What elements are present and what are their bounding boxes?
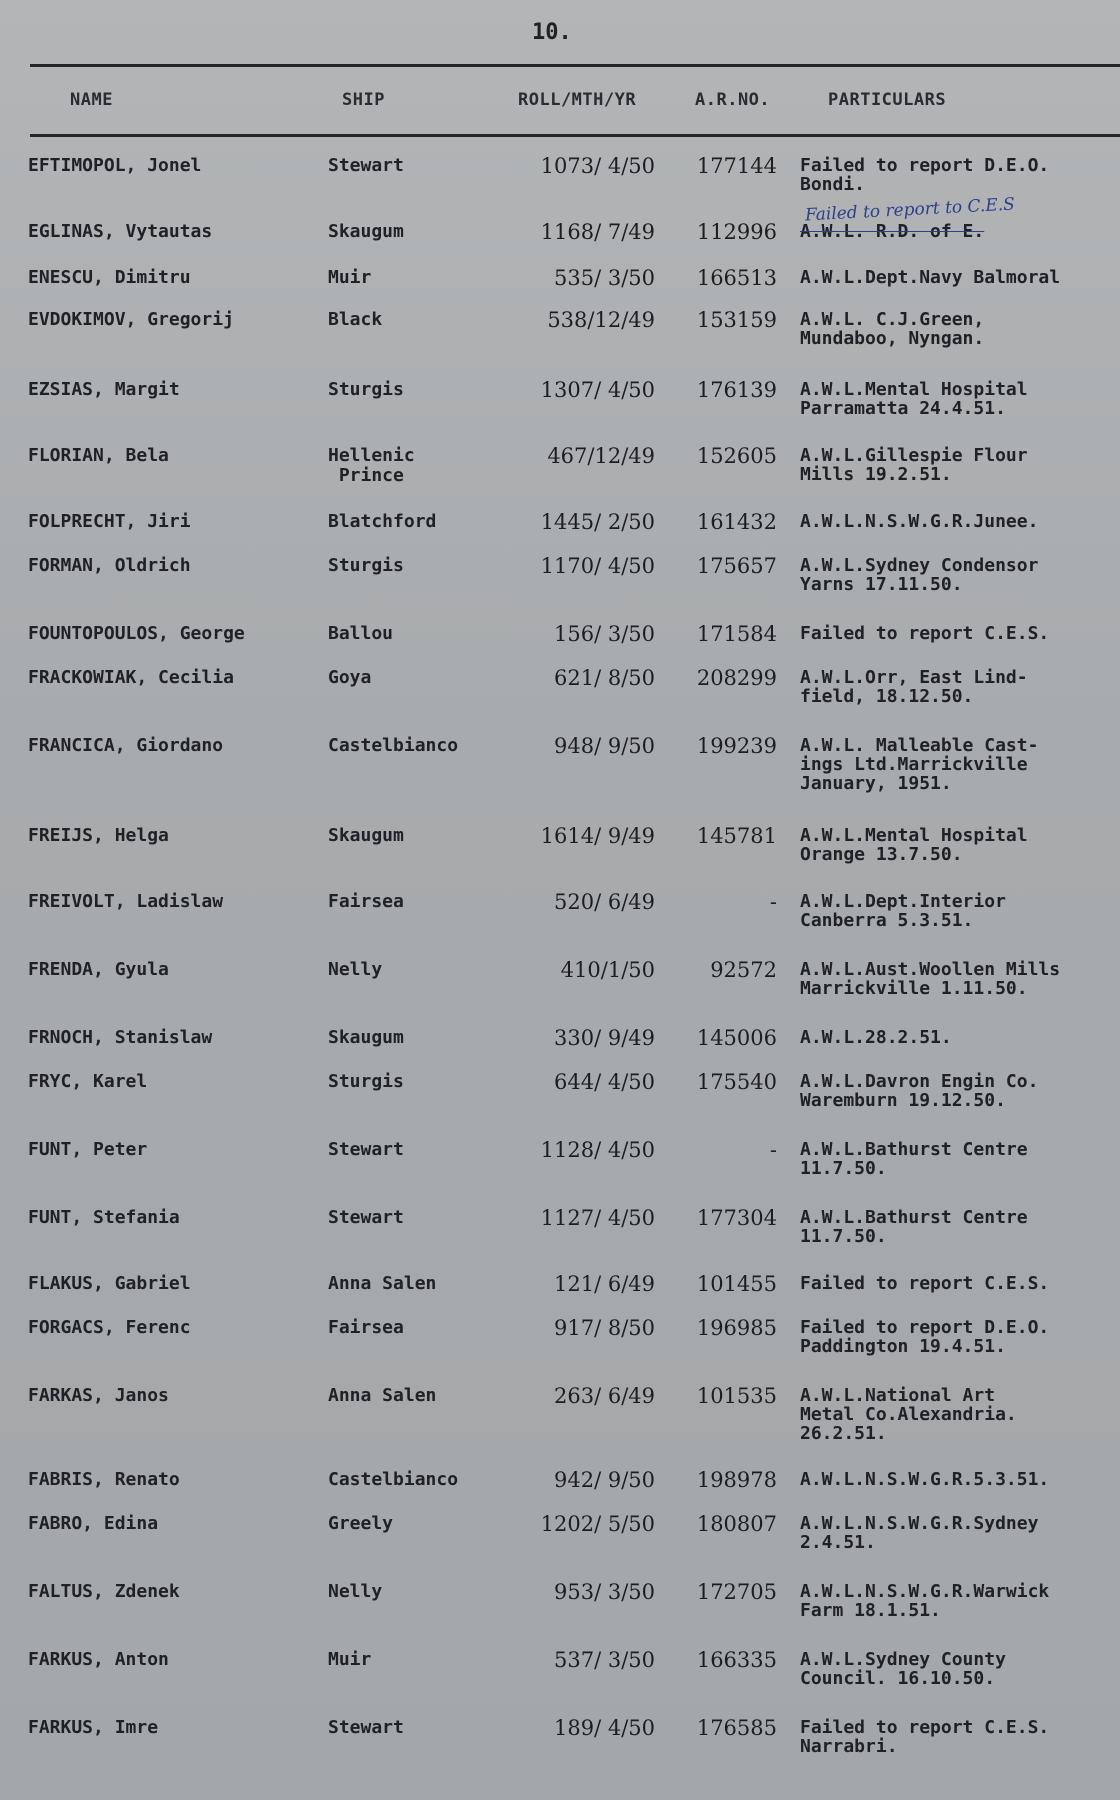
record-roll: 1445/ 2/50 — [540, 510, 655, 534]
record-name: FOUNTOPOULOS, George — [28, 623, 245, 644]
record-particulars: Failed to report C.E.S. Narrabri. — [800, 1717, 1050, 1757]
record-ar-no: 166335 — [696, 1648, 777, 1672]
record-ar-no: 161432 — [696, 510, 777, 534]
record-ship: Greely — [328, 1513, 394, 1534]
record-particulars: A.W.L.Sydney County Council. 16.10.50. — [800, 1649, 1006, 1689]
record-particulars: A.W.L.Davron Engin Co. Waremburn 19.12.50. — [800, 1071, 1039, 1111]
record-roll: 121/ 6/49 — [554, 1272, 655, 1296]
record-name: FRENDA, Gyula — [28, 959, 169, 980]
record-ar-no: 175657 — [696, 554, 777, 578]
record-ar-no: 92572 — [710, 958, 777, 982]
record-ship: Black — [328, 309, 383, 330]
record-roll: 467/12/49 — [547, 444, 655, 468]
record-ar-no: 172705 — [696, 1580, 777, 1604]
record-ship: Nelly — [328, 959, 383, 980]
record-roll: 537/ 3/50 — [554, 1648, 655, 1672]
record-name: EZSIAS, Margit — [28, 379, 180, 400]
record-roll: 535/ 3/50 — [554, 266, 655, 290]
record-name: EVDOKIMOV, Gregorij — [28, 309, 234, 330]
record-particulars: A.W.L. R.D. of E. — [800, 221, 985, 242]
record-particulars: A.W.L.Dept.Interior Canberra 5.3.51. — [800, 891, 1006, 931]
record-name: FABRO, Edina — [28, 1513, 159, 1534]
record-particulars: A.W.L.Mental Hospital Orange 13.7.50. — [800, 825, 1028, 865]
record-roll: 263/ 6/49 — [554, 1384, 655, 1408]
record-ship: Fairsea — [328, 1317, 404, 1338]
record-particulars: A.W.L.National Art Metal Co.Alexandria. 26.2.51. — [800, 1385, 1017, 1444]
record-name: FRACKOWIAK, Cecilia — [28, 667, 234, 688]
record-particulars: A.W.L. C.J.Green, Mundaboo, Nyngan. — [800, 309, 985, 349]
record-ship: Anna Salen — [328, 1273, 437, 1294]
record-particulars: A.W.L.Aust.Woollen Mills Marrickville 1.11.50. — [800, 959, 1061, 999]
record-particulars: A.W.L.N.S.W.G.R.Sydney 2.4.51. — [800, 1513, 1039, 1553]
record-roll: 953/ 3/50 — [554, 1580, 655, 1604]
record-particulars: A.W.L.Orr, East Lind- field, 18.12.50. — [800, 667, 1028, 707]
record-ship: Stewart — [328, 1139, 404, 1160]
record-ar-no: 166513 — [696, 266, 777, 290]
record-ship: Ballou — [328, 623, 394, 644]
record-name: FABRIS, Renato — [28, 1469, 180, 1490]
record-ship: Blatchford — [328, 511, 437, 532]
record-particulars: A.W.L.Mental Hospital Parramatta 24.4.51. — [800, 379, 1028, 419]
record-name: FREIJS, Helga — [28, 825, 169, 846]
record-particulars: A.W.L.Bathurst Centre 11.7.50. — [800, 1139, 1028, 1179]
record-ar-no: 208299 — [696, 666, 777, 690]
record-ship: Castelbianco — [328, 735, 459, 756]
record-ar-no: - — [769, 1138, 777, 1162]
record-roll: 1128/ 4/50 — [540, 1138, 655, 1162]
record-name: FALTUS, Zdenek — [28, 1581, 180, 1602]
record-name: EFTIMOPOL, Jonel — [28, 155, 202, 176]
record-ship: Skaugum — [328, 221, 404, 242]
record-ship: Skaugum — [328, 1027, 404, 1048]
record-ar-no: 145006 — [696, 1026, 777, 1050]
record-ship: Hellenic Prince — [328, 445, 415, 486]
record-particulars: A.W.L. Malleable Cast- ings Ltd.Marrickville January, 1951. — [800, 735, 1039, 794]
record-ar-no: 199239 — [696, 734, 777, 758]
record-particulars: A.W.L.Dept.Navy Balmoral — [800, 267, 1061, 288]
record-roll: 410/1/50 — [560, 958, 655, 982]
record-particulars: A.W.L.N.S.W.G.R.5.3.51. — [800, 1469, 1050, 1490]
record-ar-no: 198978 — [696, 1468, 777, 1492]
record-name: FRYC, Karel — [28, 1071, 148, 1092]
record-ship: Stewart — [328, 1717, 404, 1738]
record-particulars: A.W.L.N.S.W.G.R.Warwick Farm 18.1.51. — [800, 1581, 1050, 1621]
record-particulars: A.W.L.N.S.W.G.R.Junee. — [800, 511, 1039, 532]
record-roll: 1170/ 4/50 — [540, 554, 655, 578]
record-particulars: A.W.L.Sydney Condensor Yarns 17.11.50. — [800, 555, 1039, 595]
page-number: 10. — [532, 20, 572, 45]
record-ship: Nelly — [328, 1581, 383, 1602]
record-roll: 621/ 8/50 — [554, 666, 655, 690]
record-ship: Muir — [328, 267, 372, 288]
record-ar-no: 101535 — [696, 1384, 777, 1408]
record-roll: 644/ 4/50 — [554, 1070, 655, 1094]
record-ship: Castelbianco — [328, 1469, 459, 1490]
record-roll: 330/ 9/49 — [554, 1026, 655, 1050]
record-name: FUNT, Stefania — [28, 1207, 180, 1228]
record-name: FREIVOLT, Ladislaw — [28, 891, 224, 912]
record-name: FLORIAN, Bela — [28, 445, 169, 466]
record-ar-no: 180807 — [696, 1512, 777, 1536]
record-ship: Muir — [328, 1649, 372, 1670]
record-particulars: A.W.L.Gillespie Flour Mills 19.2.51. — [800, 445, 1028, 485]
record-name: ENESCU, Dimitru — [28, 267, 191, 288]
record-roll: 1614/ 9/49 — [540, 824, 655, 848]
record-ship: Anna Salen — [328, 1385, 437, 1406]
record-ar-no: - — [769, 890, 777, 914]
header-roll: ROLL/MTH/YR — [518, 90, 637, 110]
record-ar-no: 171584 — [696, 622, 777, 646]
record-ar-no: 196985 — [696, 1316, 777, 1340]
record-ship: Sturgis — [328, 1071, 404, 1092]
header-ship: SHIP — [342, 90, 385, 110]
record-name: FLAKUS, Gabriel — [28, 1273, 191, 1294]
record-ar-no: 153159 — [696, 308, 777, 332]
record-name: FRNOCH, Stanislaw — [28, 1027, 213, 1048]
record-roll: 1307/ 4/50 — [540, 378, 655, 402]
record-roll: 520/ 6/49 — [554, 890, 655, 914]
record-roll: 1168/ 7/49 — [540, 220, 655, 244]
record-ar-no: 101455 — [696, 1272, 777, 1296]
record-particulars: A.W.L.Bathurst Centre 11.7.50. — [800, 1207, 1028, 1247]
record-roll: 156/ 3/50 — [554, 622, 655, 646]
record-name: FORGACS, Ferenc — [28, 1317, 191, 1338]
record-particulars: Failed to report C.E.S. — [800, 623, 1050, 644]
record-roll: 189/ 4/50 — [554, 1716, 655, 1740]
record-roll: 942/ 9/50 — [554, 1468, 655, 1492]
record-name: FARKUS, Anton — [28, 1649, 169, 1670]
record-roll: 1127/ 4/50 — [540, 1206, 655, 1230]
record-ship: Sturgis — [328, 555, 404, 576]
record-name: FARKAS, Janos — [28, 1385, 169, 1406]
record-ar-no: 177144 — [696, 154, 777, 178]
record-roll: 1073/ 4/50 — [540, 154, 655, 178]
record-ar-no: 177304 — [696, 1206, 777, 1230]
header-ar-no: A.R.NO. — [695, 90, 771, 110]
record-ar-no: 152605 — [696, 444, 777, 468]
record-roll: 538/12/49 — [547, 308, 655, 332]
record-particulars: A.W.L.28.2.51. — [800, 1027, 952, 1048]
record-roll: 917/ 8/50 — [554, 1316, 655, 1340]
record-ar-no: 112996 — [696, 220, 777, 244]
record-name: FUNT, Peter — [28, 1139, 148, 1160]
record-ship: Fairsea — [328, 891, 404, 912]
record-ship: Goya — [328, 667, 372, 688]
record-particulars: Failed to report D.E.O. Bondi. — [800, 155, 1050, 195]
record-name: FARKUS, Imre — [28, 1717, 159, 1738]
record-particulars: Failed to report C.E.S. — [800, 1273, 1050, 1294]
record-ship: Stewart — [328, 155, 404, 176]
record-ar-no: 145781 — [696, 824, 777, 848]
header-particulars: PARTICULARS — [828, 90, 947, 110]
record-name: FORMAN, Oldrich — [28, 555, 191, 576]
record-name: EGLINAS, Vytautas — [28, 221, 213, 242]
header-name: NAME — [70, 90, 113, 110]
record-name: FRANCICA, Giordano — [28, 735, 224, 756]
record-ship: Skaugum — [328, 825, 404, 846]
record-roll: 948/ 9/50 — [554, 734, 655, 758]
record-ar-no: 175540 — [696, 1070, 777, 1094]
record-ar-no: 176585 — [696, 1716, 777, 1740]
record-name: FOLPRECHT, Jiri — [28, 511, 191, 532]
handwritten-note: Failed to report to C.E.S — [804, 194, 1016, 226]
record-ship: Stewart — [328, 1207, 404, 1228]
record-particulars: Failed to report D.E.O. Paddington 19.4.51. — [800, 1317, 1050, 1357]
record-ar-no: 176139 — [696, 378, 777, 402]
record-roll: 1202/ 5/50 — [540, 1512, 655, 1536]
record-ship: Sturgis — [328, 379, 404, 400]
